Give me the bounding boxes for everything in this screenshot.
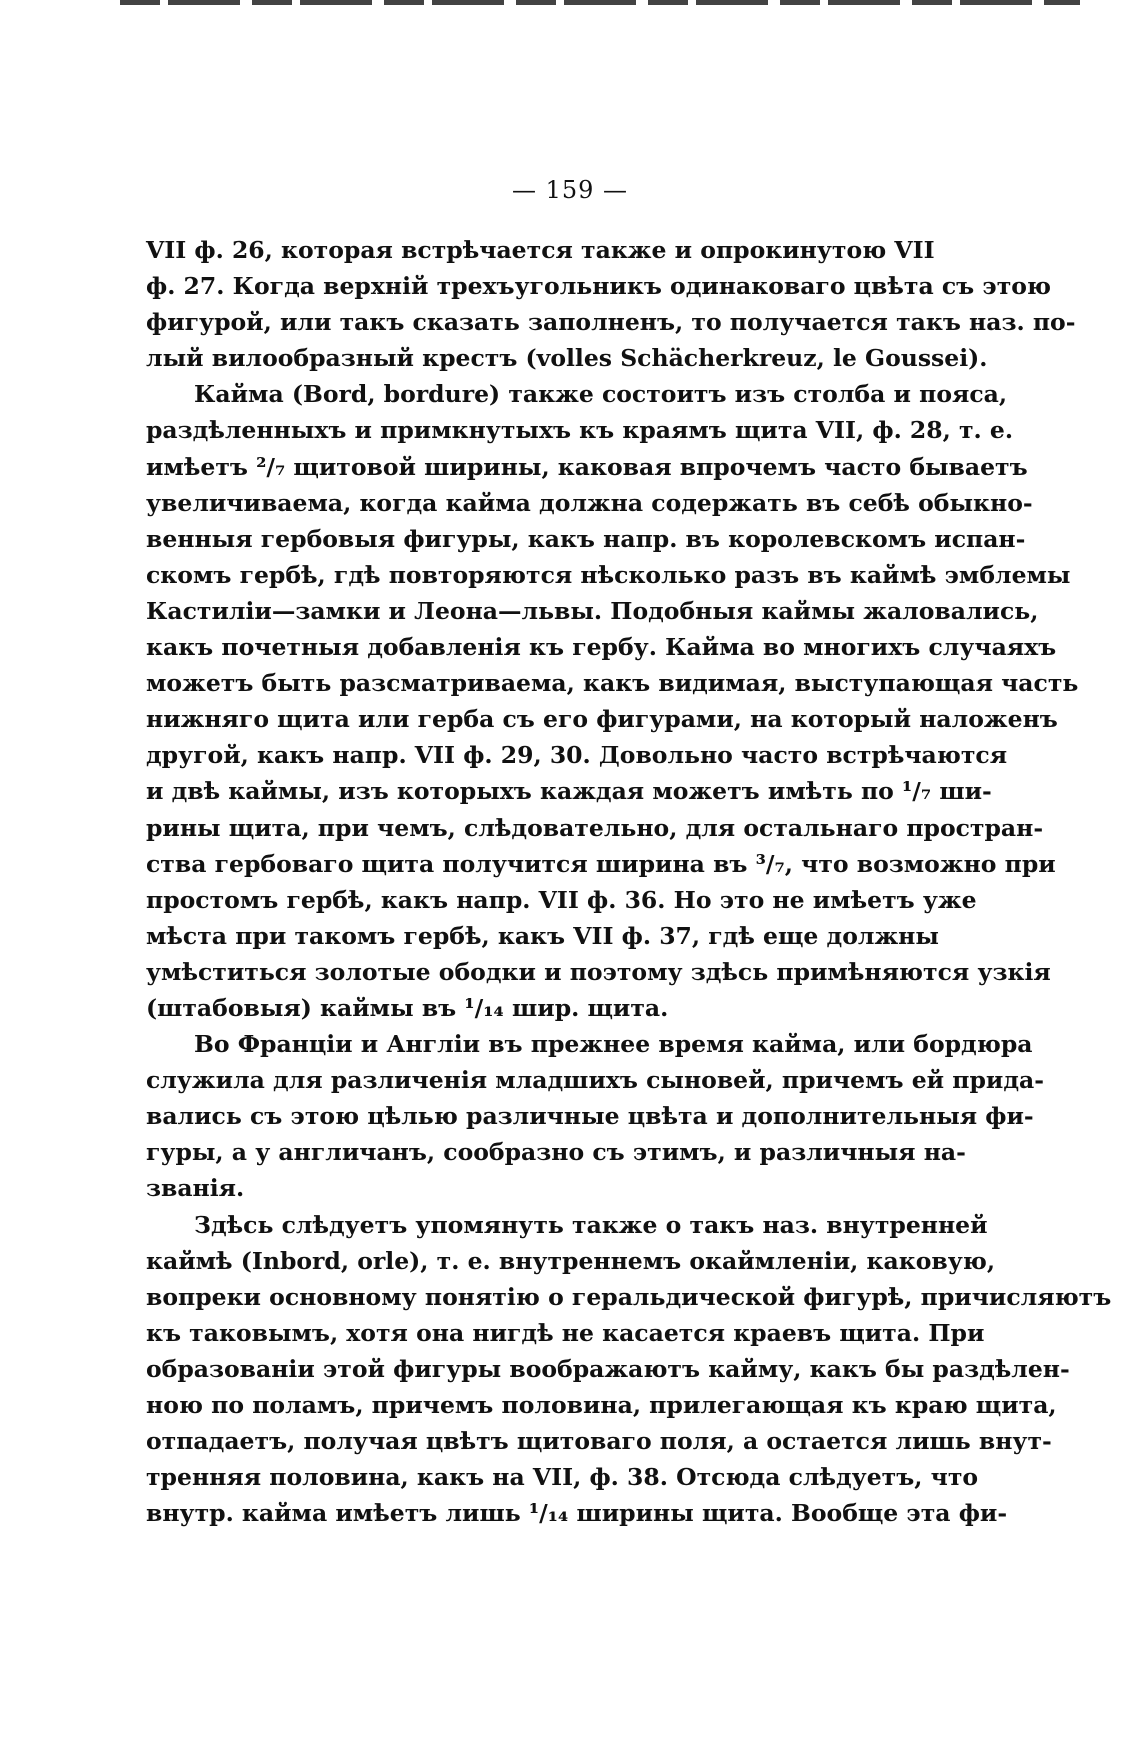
text-line: и двѣ каймы, изъ которыхъ каждая можетъ имѣть по ¹/₇ ши- bbox=[146, 777, 992, 806]
text-line: гуры, а у англичанъ, сообразно съ этимъ, и различныя на- bbox=[146, 1138, 966, 1167]
text-line: внутр. кайма имѣетъ лишь ¹/₁₄ ширины щита. Вообще эта фи- bbox=[146, 1499, 1008, 1528]
text-line: умѣститься золотые ободки и поэтому здѣсь примѣняются узкія bbox=[146, 957, 1051, 986]
text-line: Кайма (Bord, bordure) также состоитъ изъ столба и пояса, bbox=[194, 380, 1008, 409]
text-line: Здѣсь слѣдуетъ упомянуть также о такъ наз. внутренней bbox=[194, 1210, 988, 1239]
text-line: рины щита, при чемъ, слѣдовательно, для остальнаго простран- bbox=[146, 813, 1044, 842]
text-line: званія. bbox=[146, 1174, 245, 1203]
text-line: скомъ гербѣ, гдѣ повторяются нѣсколько разъ въ каймѣ эмблемы bbox=[146, 560, 1071, 589]
text-line: раздѣленныхъ и примкнутыхъ къ краямъ щита VII, ф. 28, т. е. bbox=[146, 416, 1014, 445]
body-text bbox=[146, 232, 1112, 1531]
text-line: образованіи этой фигуры воображаютъ кайму, какъ бы раздѣлен- bbox=[146, 1354, 1070, 1383]
text-line: служила для различенія младшихъ сыновей, причемъ ей прида- bbox=[146, 1066, 1045, 1095]
text-line: увеличиваема, когда кайма должна содержать въ себѣ обыкно- bbox=[146, 488, 1033, 517]
text-line: ф. 27. Когда верхній трехъугольникъ одинаковаго цвѣта съ этою bbox=[146, 272, 1052, 301]
text-line: фигурой, или такъ сказать заполненъ, то получается такъ наз. по- bbox=[146, 308, 1076, 337]
text-line: какъ почетныя добавленія къ гербу. Кайма во многихъ случаяхъ bbox=[146, 633, 1057, 662]
text-line: (штабовыя) каймы въ ¹/₁₄ шир. щита. bbox=[146, 993, 669, 1022]
text-line: ною по поламъ, причемъ половина, прилегающая къ краю щита, bbox=[146, 1391, 1057, 1419]
text-line: мѣста при такомъ гербѣ, какъ VII ф. 37, гдѣ еще должны bbox=[146, 921, 939, 950]
text-line: имѣетъ ²/₇ щитовой ширины, каковая впрочемъ часто бываетъ bbox=[146, 452, 1028, 481]
text-line: простомъ гербѣ, какъ напр. VII ф. 36. Но это не имѣетъ уже bbox=[146, 885, 977, 914]
text-line: тренняя половина, какъ на VII, ф. 38. Отсюда слѣдуетъ, что bbox=[146, 1463, 979, 1492]
text-line: ства гербоваго щита получится ширина въ ³/₇, что возможно при bbox=[146, 849, 1056, 878]
text-line: къ таковымъ, хотя она нигдѣ не касается краевъ щита. При bbox=[146, 1318, 985, 1347]
text-line: лый вилообразный крестъ (volles Schächerkreuz, le Goussei). bbox=[146, 344, 988, 373]
text-line: можетъ быть разсматриваема, какъ видимая, выступающая часть bbox=[146, 669, 1079, 698]
text-line: вались съ этою цѣлью различные цвѣта и дополнительныя фи- bbox=[146, 1102, 1034, 1131]
text-line: VII ф. 26, которая встрѣчается также и опрокинутою VII bbox=[146, 236, 935, 264]
text-line: Кастиліи—замки и Леона—львы. Подобныя каймы жаловались, bbox=[146, 596, 1039, 625]
page-top-edge-scan-artifact bbox=[120, 0, 1080, 5]
text-line: каймѣ (Inbord, orle), т. е. внутреннемъ окаймленіи, каковую, bbox=[146, 1246, 996, 1275]
text-line: венныя гербовыя фигуры, какъ напр. въ королевскомъ испан- bbox=[146, 524, 1026, 553]
text-line: нижняго щита или герба съ его фигурами, на который наложенъ bbox=[146, 705, 1058, 734]
text-line: вопреки основному понятію о геральдической фигурѣ, причисляютъ bbox=[146, 1282, 1112, 1311]
text-line: другой, какъ напр. VII ф. 29, 30. Довольно часто встрѣчаются bbox=[146, 741, 1008, 770]
text-line: Во Франціи и Англіи въ прежнее время кайма, или бордюра bbox=[194, 1030, 1033, 1059]
text-line: отпадаетъ, получая цвѣтъ щитоваго поля, а остается лишь внут- bbox=[146, 1427, 1052, 1456]
page-number: — 159 — bbox=[511, 176, 629, 204]
